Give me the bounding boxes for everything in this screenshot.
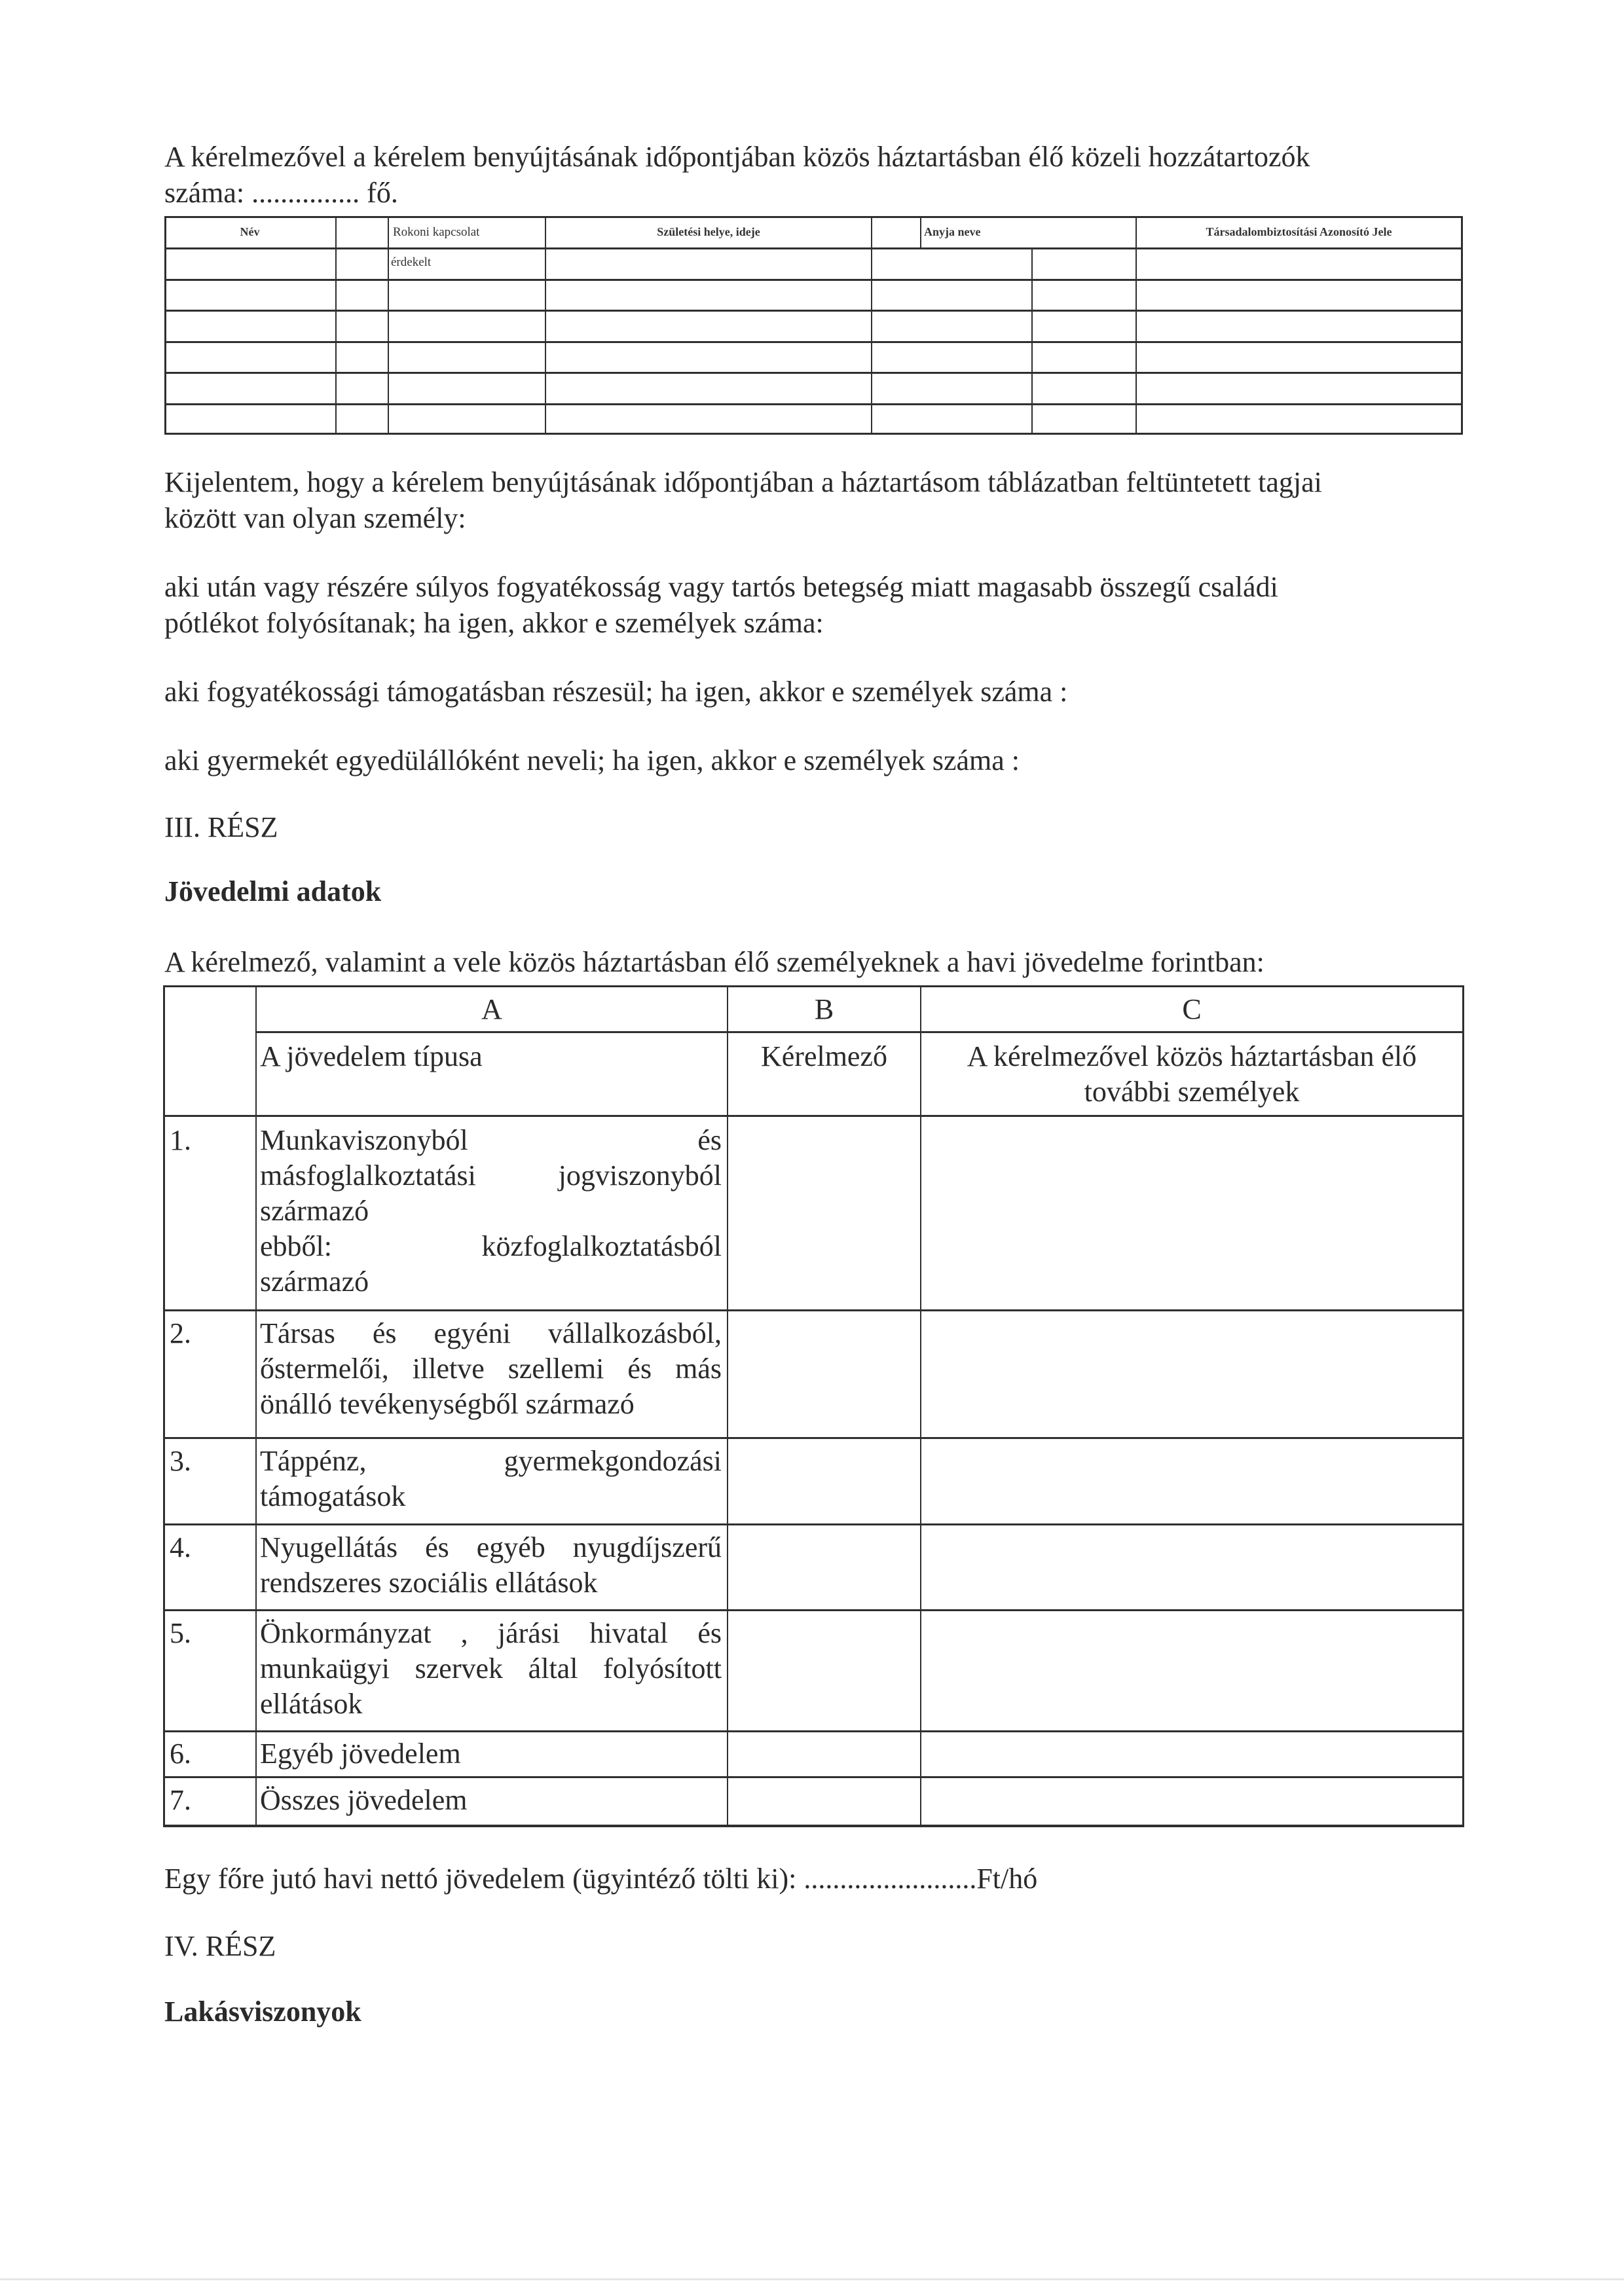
per-capita-income-line [164,1861,1037,1897]
table-border [164,433,1463,435]
header-taj: Társadalombiztosítási Azonosító Jele [1206,225,1392,238]
table-border [1462,985,1464,1827]
section-3-title: Jövedelmi adatok [164,875,382,907]
applicant-income-cell-row-7[interactable] [728,1778,920,1825]
table-border [164,216,1463,218]
per-capita-income-unit: Ft/hó [976,1863,1038,1895]
name-cell-row-4[interactable] [166,343,335,372]
others-income-cell-row-6[interactable] [921,1732,1462,1776]
income-type-label: Munkaviszonyból és másfoglalkoztatási jogviszonyból származó ebből: közfoglalkoztatásból származó [260,1124,722,1298]
intro-line-1: A kérelmezővel a kérelem benyújtásának időpontjában közös háztartásban élő közeli hozzátartozók [164,141,1310,173]
table-border [163,1825,1464,1827]
column-letter-c: C [1182,993,1202,1025]
relationship-cell-row-1[interactable]: érdekelt [391,255,432,269]
income-type-label: Egyéb jövedelem [260,1738,461,1770]
others-income-cell-row-5[interactable] [921,1611,1462,1730]
others-income-cell-row-2[interactable] [921,1311,1462,1437]
income-type-label: Önkormányzat , járási hivatal és munkaügyi szervek által folyósított ellátások [260,1617,722,1720]
household-count-line [164,175,398,211]
row-number: 2. [170,1317,191,1349]
row-number: 6. [170,1738,191,1770]
others-income-cell-row-4[interactable] [921,1525,1462,1609]
table-border [164,341,1463,343]
table-border [335,216,337,435]
others-income-cell-row-3[interactable] [921,1439,1462,1523]
applicant-income-cell-row-4[interactable] [728,1525,920,1609]
income-type-label: Összes jövedelem [260,1784,468,1816]
column-header-other-persons-line-1: A kérelmezővel közös háztartásban élő [967,1040,1417,1072]
table-border [388,216,389,435]
row-number: 1. [170,1124,191,1156]
income-type-label: Táppénz, gyermekgondozási támogatások [260,1445,722,1512]
section-4-title: Lakásviszonyok [164,1995,361,2028]
income-table [163,985,1464,1827]
column-letter-a: A [481,993,502,1025]
header-name: Név [240,225,260,238]
declaration-item-3: aki gyermekét egyedülállóként neveli; ha igen, akkor e személyek száma : [164,744,1020,776]
table-border [164,310,1463,312]
table-border [1461,216,1463,435]
section-3-heading: III. RÉSZ [164,811,278,843]
name-cell-row-2[interactable] [166,281,335,310]
table-border [255,985,257,1827]
name-cell-row-3[interactable] [166,312,335,341]
declaration-item-1-line-2: pótlékot folyósítanak; ha igen, akkor e személyek száma: [164,607,824,639]
applicant-income-cell-row-3[interactable] [728,1439,920,1523]
column-letter-b: B [814,993,834,1025]
household-count-label: száma: [164,177,245,209]
per-capita-income-field[interactable]: ........................ [803,1863,977,1895]
household-members-table [164,216,1463,435]
scan-edge-line [0,2278,1624,2280]
row-number: 5. [170,1617,191,1649]
declaration-item-1-line-1: aki után vagy részére súlyos fogyatékosság vagy tartós betegség miatt magasabb összegű családi [164,571,1278,603]
column-header-other-persons-line-2: további személyek [1084,1076,1300,1108]
row-number: 7. [170,1784,191,1816]
per-capita-income-label: Egy főre jutó havi nettó jövedelem (ügyintéző tölti ki): [164,1863,797,1895]
table-border [163,985,165,1827]
table-border [164,372,1463,374]
table-border [920,216,921,249]
others-income-cell-row-1[interactable] [921,1117,1462,1309]
declaration-intro-line-1: Kijelentem, hogy a kérelem benyújtásának időpontjában a háztartásom táblázatban feltüntetett tagjai [164,466,1322,498]
others-income-cell-row-7[interactable] [921,1778,1462,1825]
name-cell-row-6[interactable] [166,405,335,433]
header-mother-name: Anyja neve [924,225,981,238]
table-border [545,216,546,435]
table-border [1135,216,1137,435]
table-border [164,279,1463,281]
table-border [164,403,1463,405]
row-number: 3. [170,1445,191,1477]
table-border [255,1031,1464,1033]
column-header-other-persons [921,1039,1462,1110]
table-border [871,216,872,435]
income-type-label: Nyugellátás és egyéb nyugdíjszerű rendszeres szociális ellátások [260,1531,722,1599]
declaration-item-2: aki fogyatékossági támogatásban részesül; ha igen, akkor e személyek száma : [164,676,1068,708]
income-type-label: Társas és egyéni vállalkozásból, őstermelői, illetve szellemi és más önálló tevékenységből származó [260,1317,722,1420]
applicant-income-cell-row-2[interactable] [728,1311,920,1437]
table-border [164,247,1463,249]
table-border [1031,247,1033,435]
name-cell-row-1[interactable] [166,249,335,279]
applicant-income-cell-row-6[interactable] [728,1732,920,1776]
column-header-income-type: A jövedelem típusa [260,1040,483,1072]
header-birth: Születési helye, ideje [657,225,760,238]
household-count-field[interactable]: ............... [251,177,360,209]
row-number: 4. [170,1531,191,1563]
name-cell-row-5[interactable] [166,374,335,403]
table-border [163,985,1464,987]
applicant-income-cell-row-5[interactable] [728,1611,920,1730]
household-count-unit: fő. [367,177,398,209]
column-header-applicant: Kérelmező [761,1040,887,1072]
section-4-heading: IV. RÉSZ [164,1930,276,1962]
declaration-intro-line-2: között van olyan személy: [164,502,466,534]
header-relationship: Rokoni kapcsolat [393,225,480,239]
income-table-caption: A kérelmező, valamint a vele közös háztartásban élő személyeknek a havi jövedelme forintban: [164,946,1264,978]
applicant-income-cell-row-1[interactable] [728,1117,920,1309]
